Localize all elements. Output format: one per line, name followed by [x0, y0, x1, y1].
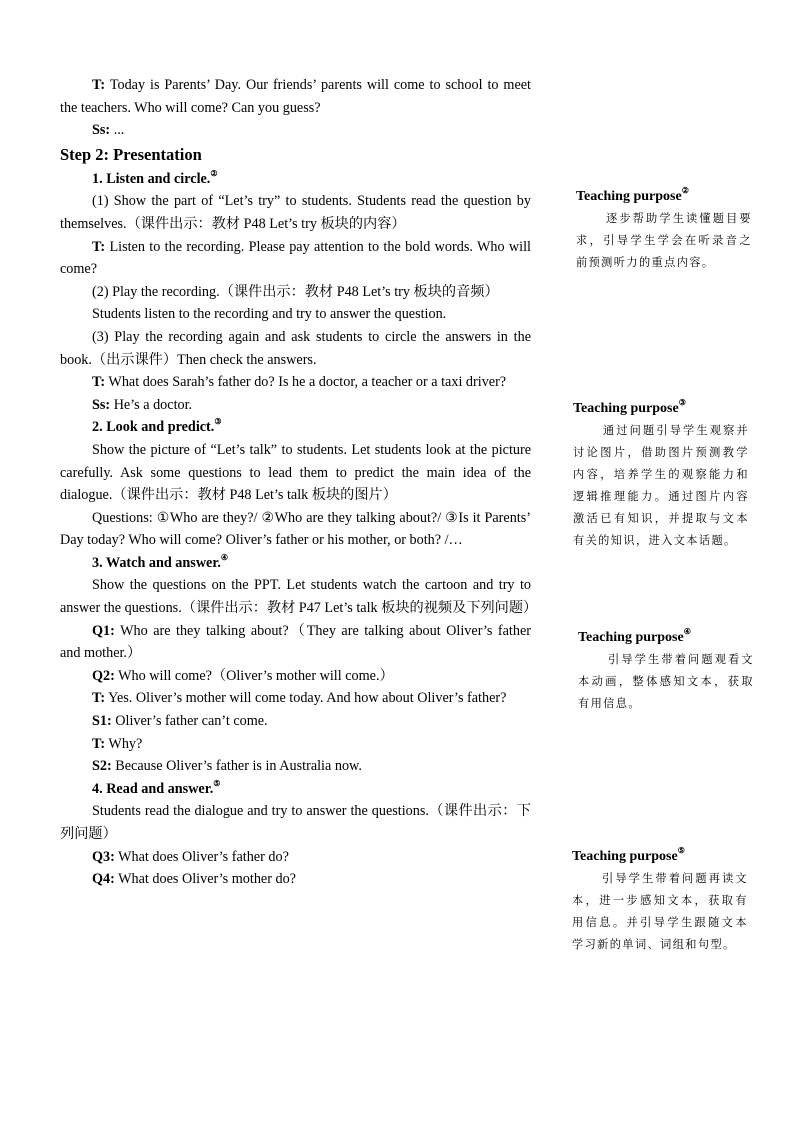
- teaching-purpose-note: [573, 399, 749, 552]
- speaker-label: Ss:: [92, 122, 111, 139]
- question-line: Q3: What does Oliver’s father do?: [92, 848, 289, 865]
- question-label: Q2:: [92, 667, 115, 684]
- note-text: 引导学生带着问题再读文本，进一步感知文本，获取有用信息。并引导学生跟随文本学习新的单词、词组和句型。: [572, 873, 748, 951]
- paragraph: (1) Show the part of “Let’s try” to students. Students read the question by themselves.（课件出示：教材 P48 Let’s try 板块的内容）: [60, 193, 531, 232]
- paragraph: (2) Play the recording.（课件出示：教材 P48 Let’s try 板块的音频）: [92, 283, 499, 300]
- footnote-mark: ④: [220, 552, 229, 562]
- question-line: Q1: Who are they talking about?（They are talking about Oliver’s father and mother.）: [60, 622, 531, 662]
- section-title-listen: 1. Listen and circle.②: [92, 168, 218, 187]
- teaching-purpose-note: [572, 847, 748, 956]
- speaker-label: T:: [92, 77, 106, 93]
- intro-teacher-line: [60, 74, 531, 119]
- question-label: Q1:: [92, 622, 115, 639]
- student-line: S1: Oliver’s father can’t come.: [92, 713, 268, 730]
- footnote-mark: ⑤: [677, 846, 685, 855]
- speaker-label: Ss:: [92, 396, 111, 413]
- paragraph: Students read the dialogue and try to answer the questions.（课件出示：下列问题）: [60, 803, 531, 842]
- note-title: Teaching purpose⑤: [572, 846, 685, 864]
- intro-students-line: [60, 119, 531, 142]
- line-text: ...: [110, 122, 125, 139]
- footnote-mark: ②: [681, 186, 689, 195]
- speaker-label: S1:: [92, 713, 112, 730]
- note-text: 引导学生带着问题观看文本动画，整体感知文本，获取有用信息。: [578, 654, 754, 710]
- question-label: Q4:: [92, 871, 115, 888]
- section-title-watch: 3. Watch and answer.④: [92, 552, 229, 571]
- teacher-line: T: Listen to the recording. Please pay attention to the bold words. Who will come?: [60, 238, 531, 278]
- section-title-predict: 2. Look and predict.③: [92, 417, 222, 436]
- footnote-mark: ⑤: [213, 778, 221, 788]
- note-title: Teaching purpose④: [578, 627, 691, 645]
- speaker-label: T:: [92, 690, 106, 707]
- question-line: Q2: Who will come?（Oliver’s mother will come.）: [92, 667, 394, 684]
- paragraph: (3) Play the recording again and ask students to circle the answers in the book.（出示课件）Then check the answers.: [60, 328, 531, 368]
- footnote-mark: ③: [214, 417, 222, 427]
- paragraph: Students listen to the recording and try to answer the question.: [92, 306, 447, 323]
- speaker-label: T:: [92, 238, 106, 255]
- line-text: Today is Parents’ Day. Our friends’ parents will come to school to meet the teachers. Who will come? Can you guess?: [60, 77, 531, 116]
- note-title: Teaching purpose③: [573, 398, 686, 416]
- footnote-mark: ②: [210, 168, 218, 178]
- paragraph: Questions: ①Who are they?/ ②Who are they talking about?/ ③Is it Parents’ Day today? Who will come? Oliver’s father or his mother, or both? /…: [60, 509, 531, 549]
- speaker-label: T:: [92, 374, 106, 391]
- section-title-read: 4. Read and answer.⑤: [92, 778, 221, 797]
- lesson-body: [60, 74, 538, 891]
- teaching-purpose-note: [578, 628, 754, 715]
- teacher-line: T: What does Sarah’s father do? Is he a doctor, a teacher or a taxi driver?: [92, 374, 507, 391]
- teacher-line: T: Why?: [92, 735, 143, 752]
- student-line: S2: Because Oliver’s father is in Australia now.: [92, 758, 362, 775]
- teacher-line: T: Yes. Oliver’s mother will come today. And how about Oliver’s father?: [92, 690, 507, 707]
- footnote-mark: ③: [678, 398, 686, 407]
- note-title: Teaching purpose②: [576, 186, 689, 204]
- note-text: 逐步帮助学生读懂题目要求，引导学生学会在听录音之前预测听力的重点内容。: [576, 213, 752, 269]
- note-text: 通过问题引导学生观察并讨论图片，借助图片预测教学内容，培养学生的观察能力和逻辑推理能力。通过图片内容激活已有知识，并提取与文本有关的知识，进入文本话题。: [573, 425, 749, 547]
- footnote-mark: ④: [683, 627, 691, 636]
- speaker-label: T:: [92, 735, 106, 752]
- paragraph: Show the questions on the PPT. Let students watch the cartoon and try to answer the questions.（课件出示：教材 P47 Let’s talk 板块的视频及下列问题）: [60, 577, 538, 617]
- students-line: Ss: He’s a doctor.: [92, 396, 193, 413]
- step-heading: Step 2: Presentation: [60, 144, 202, 164]
- teaching-purpose-note: [576, 187, 752, 274]
- speaker-label: S2:: [92, 758, 112, 775]
- question-label: Q3:: [92, 848, 115, 865]
- question-line: Q4: What does Oliver’s mother do?: [92, 871, 296, 888]
- paragraph: Show the picture of “Let’s talk” to students. Let students look at the picture carefully. Ask some questions to lead them to predict the main idea of the dialogue.（课件出示：教材 P48 Let’s talk 板块的图片）: [60, 441, 531, 504]
